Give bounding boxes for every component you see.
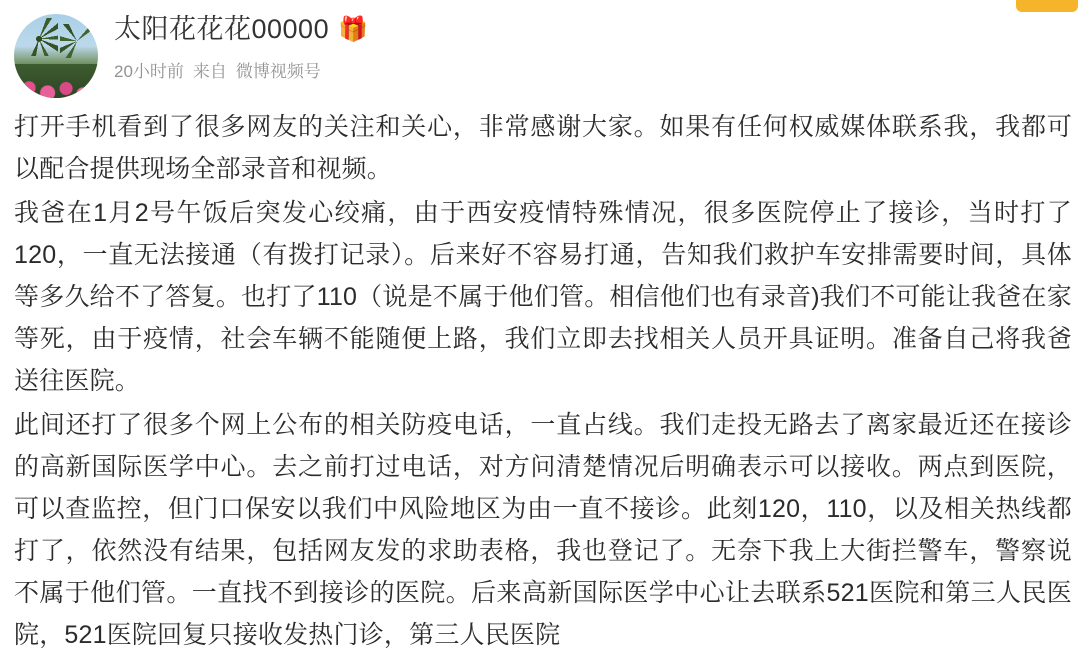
post-source-channel[interactable]: 微博视频号 [235,62,321,81]
post-timestamp: 20小时前 [114,62,184,81]
avatar[interactable] [14,14,98,98]
post-paragraph: 此间还打了很多个网上公布的相关防疫电话，一直占线。我们走投无路去了离家最近还在接诊的高新国际医学中心。去之前打过电话，对方问清楚情况后明确表示可以接收。两点到医院，可以查监控，但门口保安以我们中风险地区为由一直不接诊。此刻120，110，以及相关热线都打了，依然没有结果，包括网友发的求助表格，我也登记了。无奈下我上大街拦警车，警察说不属于他们管。一直找不到接诊的医院。后来高新国际医学中心让去联系521医院和第三人民医院，521医院回复只接收发热门诊，第三人民医院 [14,411,1072,649]
post-body [14,106,1072,656]
post-meta [114,57,1072,82]
post-header-text [114,10,1072,82]
post-paragraph: 打开手机看到了很多网友的关注和关心，非常感谢大家。如果有任何权威媒体联系我，我都可以配合提供现场全部录音和视频。 [14,113,1072,183]
palm-tree-icon [20,18,58,56]
palm-tree-icon-secondary [60,24,94,58]
author-nickname[interactable]: 太阳花花花00000 [114,14,330,44]
flowers-decoration [14,64,98,98]
gift-emoji-icon: 🎁 [338,15,368,43]
post-source-prefix: 来自 [192,62,227,81]
post-paragraph: 我爸在1月2号午饭后突发心绞痛，由于西安疫情特殊情况，很多医院停止了接诊，当时打了120，一直无法接通（有拨打记录）。后来好不容易打通，告知我们救护车安排需要时间，具体等多久给不了答复。也打了110（说是不属于他们管。相信他们也有录音)我们不可能让我爸在家等死，由于疫情，社会车辆不能随便上路，我们立即去找相关人员开具证明。准备自己将我爸送往医院。 [14,199,1072,395]
top-right-badge [1016,0,1078,12]
nickname-line [114,16,1072,43]
post-header [14,10,1072,98]
